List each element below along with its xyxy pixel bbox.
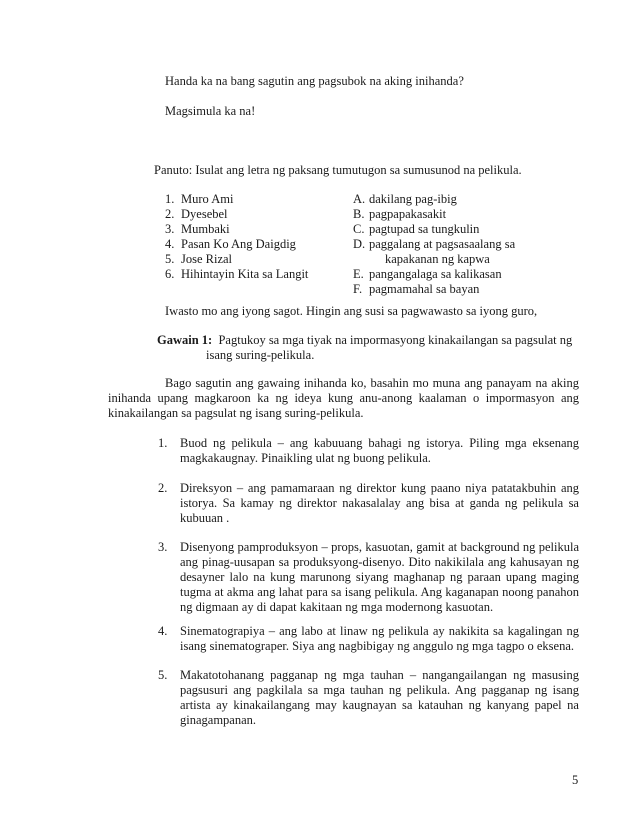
list-item: 6. Hihintayin Kita sa Langit: [165, 267, 309, 281]
list-item: 2. Dyesebel: [165, 207, 228, 221]
answer-check-note: Iwasto mo ang iyong sagot. Hingin ang susi sa pagwawasto sa iyong guro,: [165, 304, 538, 318]
theme-list: [353, 192, 515, 297]
list-item: D. paggalang at pagsasaalang sa: [353, 237, 516, 251]
list-item: 5. Jose Rizal: [165, 252, 233, 266]
activity-title-cont: isang suring-pelikula.: [206, 348, 315, 362]
list-item: A. dakilang pag-ibig: [353, 192, 457, 206]
page-number: 5: [572, 773, 579, 787]
activity-label: Gawain 1:: [157, 333, 213, 347]
list-item: 1. Muro Ami: [165, 192, 234, 206]
intro-question: Handa ka na bang sagutin ang pagsubok na aking inihanda?: [165, 74, 464, 88]
activity-title: Pagtukoy sa mga tiyak na impormasyong kinakailangan sa pagsulat ng: [218, 333, 573, 347]
list-item: F. pagmamahal sa bayan: [353, 282, 480, 296]
intro-start: Magsimula ka na!: [165, 104, 256, 118]
intro-paragraph: Bago sagutin ang gawaing inihanda ko, basahin mo muna ang panayam na aking inihanda upang magkaroon ka ng ideya kung anu-anong kaalaman o impormasyon ang kinakailangan sa pagsulat ng isang suring-pelikula.: [108, 376, 579, 420]
list-item: B. pagpapakasakit: [353, 207, 447, 221]
film-list: [165, 192, 308, 282]
activity-heading: [157, 333, 572, 348]
list-item: 4. Pasan Ko Ang Daigdig: [165, 237, 296, 251]
list-item: kapakanan ng kapwa: [385, 252, 490, 266]
instruction: Panuto: Isulat ang letra ng paksang tumutugon sa sumusunod na pelikula.: [154, 163, 522, 177]
list-item: 3. Mumbaki: [165, 222, 230, 236]
list-item: C. pagtupad sa tungkulin: [353, 222, 480, 236]
list-item: E. pangangalaga sa kalikasan: [353, 267, 502, 281]
